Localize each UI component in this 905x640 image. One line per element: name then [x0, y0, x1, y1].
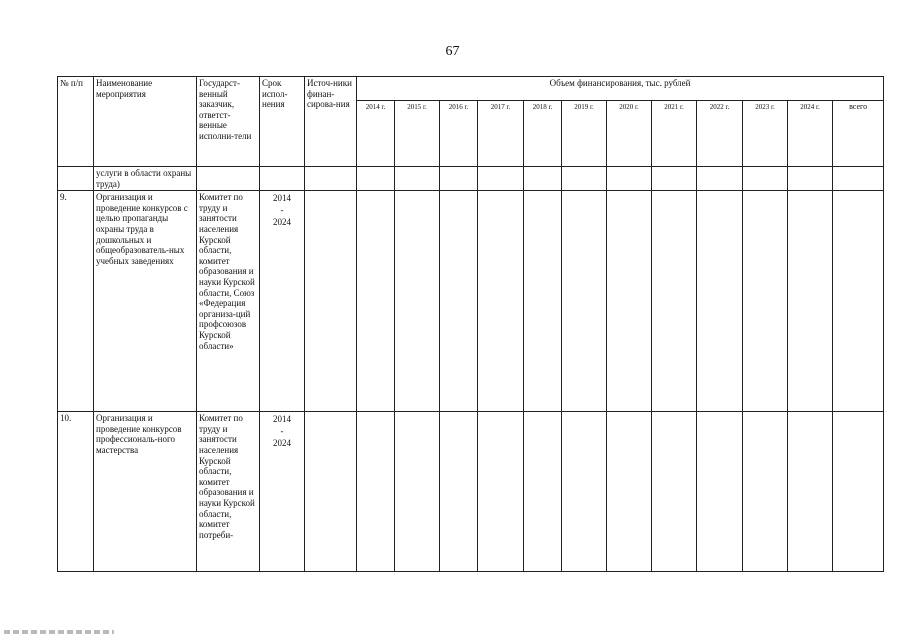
row-num: 10. [58, 412, 94, 572]
row-name: Организация и проведение конкурсов с целью пропаганды охраны труда в дошкольных и общеобразователь-ных учебных заведениях [94, 191, 197, 412]
year-header: 2022 г. [697, 101, 743, 167]
scan-artifact [4, 630, 114, 634]
row-customer: Комитет по труду и занятости населения Курской области, комитет образования и науки Курской области, комитет потреби- [197, 412, 260, 572]
row-num: 9. [58, 191, 94, 412]
row-customer: Комитет по труду и занятости населения Курской области, комитет образования и науки Курской области, Союз «Федерация организа-ций профсоюзов Курской области» [197, 191, 260, 412]
header-term: Срок испол-нения [260, 77, 305, 167]
year-header: 2015 г. [395, 101, 440, 167]
year-header: 2018 г. [524, 101, 562, 167]
table-row [58, 167, 884, 191]
header-num: № п/п [58, 77, 94, 167]
term-to: 2024 [273, 438, 291, 449]
financing-table [57, 76, 884, 572]
row-sources [305, 191, 357, 412]
row-num [58, 167, 94, 191]
row-term [260, 167, 305, 191]
term-to: 2024 [273, 217, 291, 228]
year-header: 2021 г. [652, 101, 697, 167]
page-number: 67 [445, 44, 460, 59]
table-row [58, 191, 884, 412]
header-funding: Объем финансирования, тыс. рублей [357, 77, 884, 101]
year-header: 2023 г. [743, 101, 788, 167]
header-sources: Источ-ники финан-сирова-ния [305, 77, 357, 167]
term-from: 2014 [273, 193, 291, 204]
row-name: услуги в области охраны труда) [94, 167, 197, 191]
header-customer: Государст-венный заказчик, ответст-венные исполни-тели [197, 77, 260, 167]
row-name: Организация и проведение конкурсов профессиональ-ного мастерства [94, 412, 197, 572]
row-sources [305, 412, 357, 572]
total-header: всего [833, 101, 884, 167]
table-row [58, 412, 884, 572]
header-row [58, 77, 884, 101]
row-customer [197, 167, 260, 191]
year-header: 2017 г. [478, 101, 524, 167]
year-header: 2019 г. [562, 101, 607, 167]
year-header: 2016 г. [440, 101, 478, 167]
year-header: 2014 г. [357, 101, 395, 167]
term-from: 2014 [273, 414, 291, 425]
term-dash: - [280, 426, 284, 437]
row-term [260, 412, 305, 572]
row-sources [305, 167, 357, 191]
term-dash: - [280, 205, 284, 216]
year-header: 2024 г. [788, 101, 833, 167]
year-header: 2020 г. [607, 101, 652, 167]
header-name: Наименование мероприятия [94, 77, 197, 167]
row-term [260, 191, 305, 412]
